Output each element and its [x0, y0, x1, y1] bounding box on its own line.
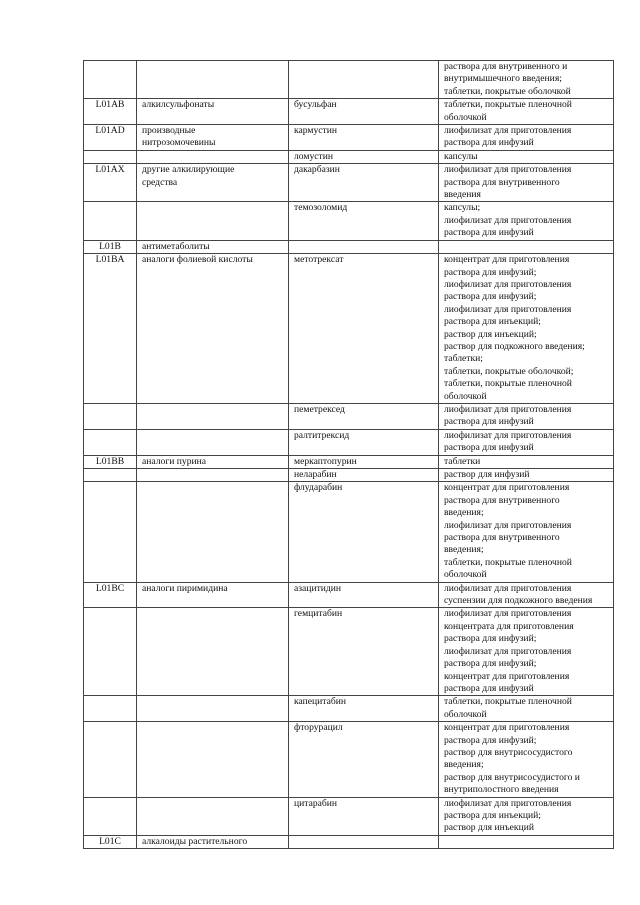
- atc-code-cell: L01C: [84, 835, 137, 848]
- dosage-form-cell: капсулы; лиофилизат для приготовления раствора для инфузий: [439, 202, 614, 240]
- drug-name-cell: бусульфан: [289, 99, 439, 125]
- dosage-form-cell: концентрат для приготовления раствора для инфузий; раствор для внутрисосудистого введения; раствор для внутрисосудистого и внутриполостного введения: [439, 722, 614, 797]
- drug-name-cell: фторурацил: [289, 722, 439, 797]
- atc-code-cell: L01BA: [84, 254, 137, 404]
- table-row: [84, 240, 614, 253]
- atc-code-cell: [84, 696, 137, 722]
- atc-code-cell: L01B: [84, 240, 137, 253]
- atc-code-cell: L01BC: [84, 582, 137, 608]
- table-row: [84, 582, 614, 608]
- group-name-cell: [137, 696, 289, 722]
- group-name-cell: [137, 469, 289, 482]
- table-row: [84, 469, 614, 482]
- group-name-cell: антиметаболиты: [137, 240, 289, 253]
- atc-code-cell: [84, 429, 137, 455]
- drug-name-cell: [289, 835, 439, 848]
- atc-code-cell: [84, 202, 137, 240]
- atc-code-cell: L01AD: [84, 125, 137, 151]
- group-name-cell: другие алкилирующие средства: [137, 164, 289, 202]
- group-name-cell: [137, 150, 289, 163]
- group-name-cell: [137, 608, 289, 696]
- dosage-form-cell: концентрат для приготовления раствора для внутривенного введения; лиофилизат для приготовления раствора для внутривенного введения; таблетки, покрытые пленочной оболочкой: [439, 482, 614, 582]
- atc-code-cell: [84, 608, 137, 696]
- table-row: [84, 202, 614, 240]
- dosage-form-cell: лиофилизат для приготовления раствора для инфузий: [439, 125, 614, 151]
- drug-name-cell: ралтитрексид: [289, 429, 439, 455]
- drug-name-cell: пеметрексед: [289, 403, 439, 429]
- group-name-cell: [137, 403, 289, 429]
- table-row: [84, 164, 614, 202]
- table-row: [84, 150, 614, 163]
- drug-name-cell: гемцитабин: [289, 608, 439, 696]
- dosage-form-cell: раствора для внутривенного и внутримышечного введения; таблетки, покрытые оболочкой: [439, 61, 614, 99]
- group-name-cell: алкалоиды растительного: [137, 835, 289, 848]
- atc-code-cell: L01AB: [84, 99, 137, 125]
- drug-name-cell: [289, 240, 439, 253]
- atc-code-cell: [84, 722, 137, 797]
- dosage-form-cell: лиофилизат для приготовления раствора для инъекций; раствор для инъекций: [439, 797, 614, 835]
- medication-table: [83, 60, 614, 849]
- dosage-form-cell: лиофилизат для приготовления концентрата для приготовления раствора для инфузий; лиофилизат для приготовления раствора для инфузий; концентрат для приготовления раствора для инфузий: [439, 608, 614, 696]
- atc-code-cell: [84, 61, 137, 99]
- drug-name-cell: азацитидин: [289, 582, 439, 608]
- drug-name-cell: ломустин: [289, 150, 439, 163]
- drug-name-cell: метотрексат: [289, 254, 439, 404]
- dosage-form-cell: таблетки, покрытые пленочной оболочкой: [439, 696, 614, 722]
- dosage-form-cell: лиофилизат для приготовления раствора для инфузий: [439, 403, 614, 429]
- atc-code-cell: [84, 469, 137, 482]
- table-row: [84, 99, 614, 125]
- group-name-cell: алкилсульфонаты: [137, 99, 289, 125]
- table-row: [84, 254, 614, 404]
- drug-name-cell: неларабин: [289, 469, 439, 482]
- drug-name-cell: темозоломид: [289, 202, 439, 240]
- dosage-form-cell: лиофилизат для приготовления раствора для инфузий: [439, 429, 614, 455]
- atc-code-cell: [84, 797, 137, 835]
- table-row: [84, 403, 614, 429]
- table-row: [84, 61, 614, 99]
- atc-code-cell: L01BB: [84, 455, 137, 468]
- group-name-cell: аналоги фолиевой кислоты: [137, 254, 289, 404]
- dosage-form-cell: [439, 835, 614, 848]
- dosage-form-cell: таблетки: [439, 455, 614, 468]
- group-name-cell: [137, 797, 289, 835]
- medication-table-body: [84, 61, 614, 849]
- dosage-form-cell: таблетки, покрытые пленочной оболочкой: [439, 99, 614, 125]
- group-name-cell: [137, 61, 289, 99]
- dosage-form-cell: концентрат для приготовления раствора для инфузий; лиофилизат для приготовления раствора для инфузий; лиофилизат для приготовления раствора для инъекций; раствор для инъекций; раствор для подкожного введения; таблетки; таблетки, покрытые оболочкой; таблетки, покрытые пленочной оболочкой: [439, 254, 614, 404]
- table-row: [84, 455, 614, 468]
- dosage-form-cell: капсулы: [439, 150, 614, 163]
- group-name-cell: аналоги пурина: [137, 455, 289, 468]
- drug-name-cell: цитарабин: [289, 797, 439, 835]
- table-row: [84, 797, 614, 835]
- group-name-cell: аналоги пиримидина: [137, 582, 289, 608]
- dosage-form-cell: лиофилизат для приготовления суспензии для подкожного введения: [439, 582, 614, 608]
- drug-name-cell: флударабин: [289, 482, 439, 582]
- dosage-form-cell: раствор для инфузий: [439, 469, 614, 482]
- atc-code-cell: [84, 150, 137, 163]
- drug-name-cell: дакарбазин: [289, 164, 439, 202]
- group-name-cell: [137, 202, 289, 240]
- table-row: [84, 429, 614, 455]
- group-name-cell: [137, 722, 289, 797]
- dosage-form-cell: лиофилизат для приготовления раствора для внутривенного введения: [439, 164, 614, 202]
- table-row: [84, 125, 614, 151]
- table-row: [84, 722, 614, 797]
- table-row: [84, 608, 614, 696]
- table-row: [84, 835, 614, 848]
- atc-code-cell: L01AX: [84, 164, 137, 202]
- group-name-cell: [137, 482, 289, 582]
- group-name-cell: производные нитрозомочевины: [137, 125, 289, 151]
- atc-code-cell: [84, 403, 137, 429]
- drug-name-cell: капецитабин: [289, 696, 439, 722]
- group-name-cell: [137, 429, 289, 455]
- drug-name-cell: меркаптопурин: [289, 455, 439, 468]
- table-row: [84, 696, 614, 722]
- drug-name-cell: кармустин: [289, 125, 439, 151]
- table-row: [84, 482, 614, 582]
- dosage-form-cell: [439, 240, 614, 253]
- drug-name-cell: [289, 61, 439, 99]
- atc-code-cell: [84, 482, 137, 582]
